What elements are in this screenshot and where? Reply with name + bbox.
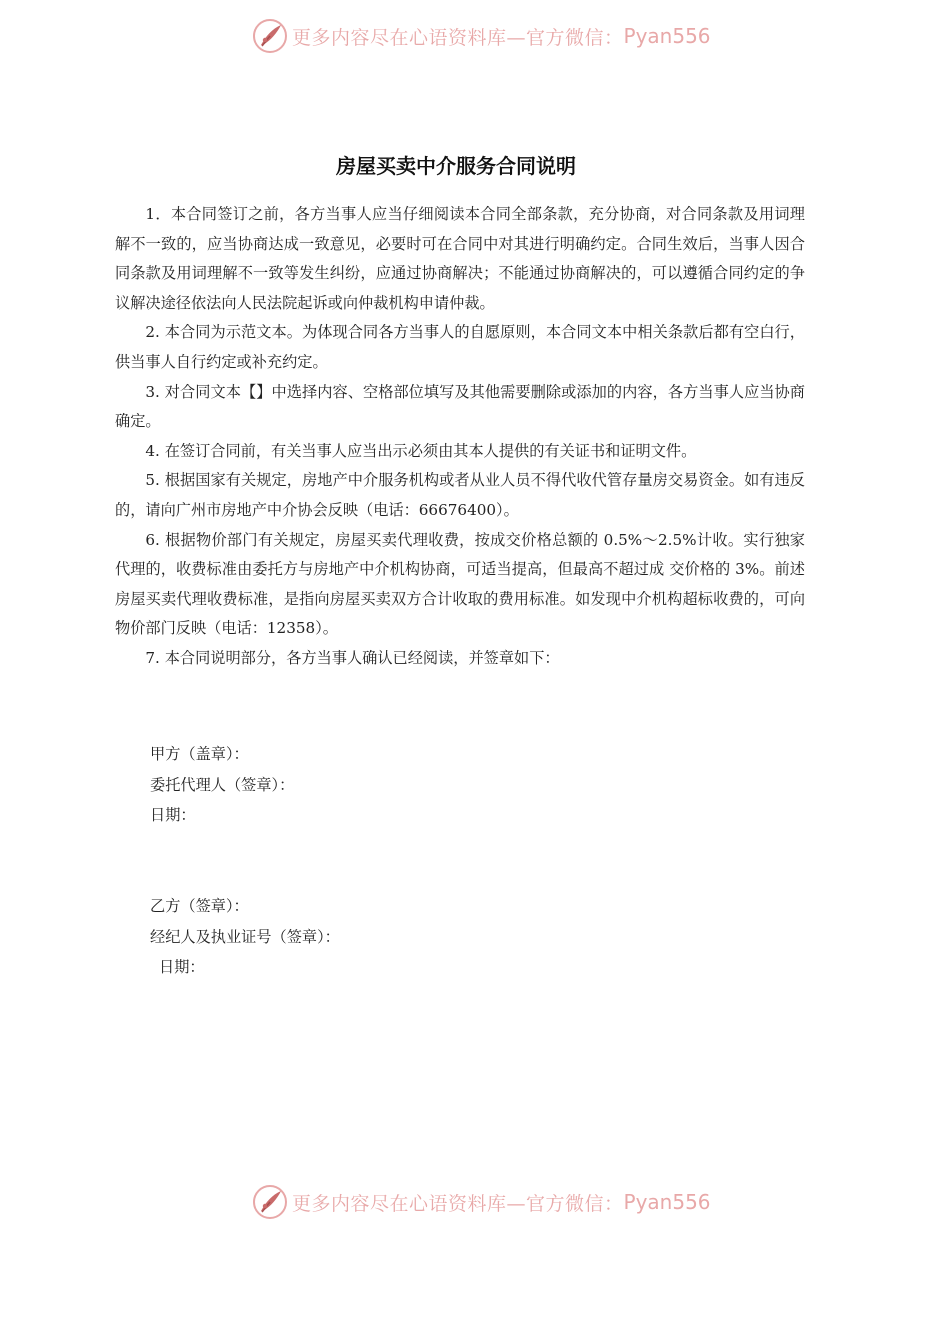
party-a-signature-block xyxy=(150,739,294,831)
clause-2: 2. 本合同为示范文本。为体现合同各方当事人的自愿原则，本合同文本中相关条款后都有空白行，供当事人自行约定或补充约定。 xyxy=(115,323,805,371)
party-a-agent-label: 委托代理人（签章）： xyxy=(150,775,295,794)
party-a-seal-label: 甲方（盖章）： xyxy=(150,745,249,763)
party-b-date-label: 日期： xyxy=(159,958,205,976)
banner-wechat-handle: Pyan556 xyxy=(623,1190,711,1214)
party-a-date-label: 日期： xyxy=(150,806,196,824)
banner-text: 更多内容尽在心语资料库—官方微信： xyxy=(292,26,624,49)
party-b-seal-label: 乙方（签章）： xyxy=(150,897,249,915)
clause-7: 7. 本合同说明部分，各方当事人确认已经阅读，并签章如下： xyxy=(145,648,560,667)
clause-4: 4. 在签订合同前，有关当事人应当出示必须由其本人提供的有关证书和证明文件。 xyxy=(145,441,697,460)
clause-3: 3. 对合同文本【】中选择内容、空格部位填写及其他需要删除或添加的内容，各方当事人应当协商确定。 xyxy=(115,382,805,431)
party-b-signature-block xyxy=(150,891,340,983)
party-b-broker-label: 经纪人及执业证号（签章）： xyxy=(150,927,340,946)
banner-wechat-handle: Pyan556 xyxy=(623,24,711,48)
clause-5: 5. 根据国家有关规定，房地产中介服务机构或者从业人员不得代收代管存量房交易资金。如有违反的，请向广州市房地产中介协会反映（电话：66676400）。 xyxy=(115,471,805,519)
document-title: 房屋买卖中介服务合同说明 xyxy=(336,154,576,178)
document-body xyxy=(115,200,805,674)
header-banner xyxy=(252,18,711,54)
quill-pen-logo-icon xyxy=(252,1184,288,1220)
clause-6: 6. 根据物价部门有关规定，房屋买卖代理收费，按成交价格总额的 0.5%～2.5%计收。实行独家代理的，收费标准由委托方与房地产中介机构协商，可适当提高，但最高不超过成 交价格的 3%。前述房屋买卖代理收费标准，是指向房屋买卖双方合计收取的费用标准。如发现中介机构超标收费的，可向物价部门反映（电话：12358）。 xyxy=(115,530,805,638)
footer-banner xyxy=(252,1184,711,1220)
clause-1: 1．本合同签订之前，各方当事人应当仔细阅读本合同全部条款，充分协商，对合同条款及用词理解不一致的，应当协商达成一致意见，必要时可在合同中对其进行明确约定。合同生效后，当事人因合同条款及用词理解不一致等发生纠纷，应通过协商解决；不能通过协商解决的，可以遵循合同约定的争议解决途径依法向人民法院起诉或向仲裁机构申请仲裁。 xyxy=(115,205,805,312)
banner-text: 更多内容尽在心语资料库—官方微信： xyxy=(292,1192,624,1215)
quill-pen-logo-icon xyxy=(252,18,288,54)
